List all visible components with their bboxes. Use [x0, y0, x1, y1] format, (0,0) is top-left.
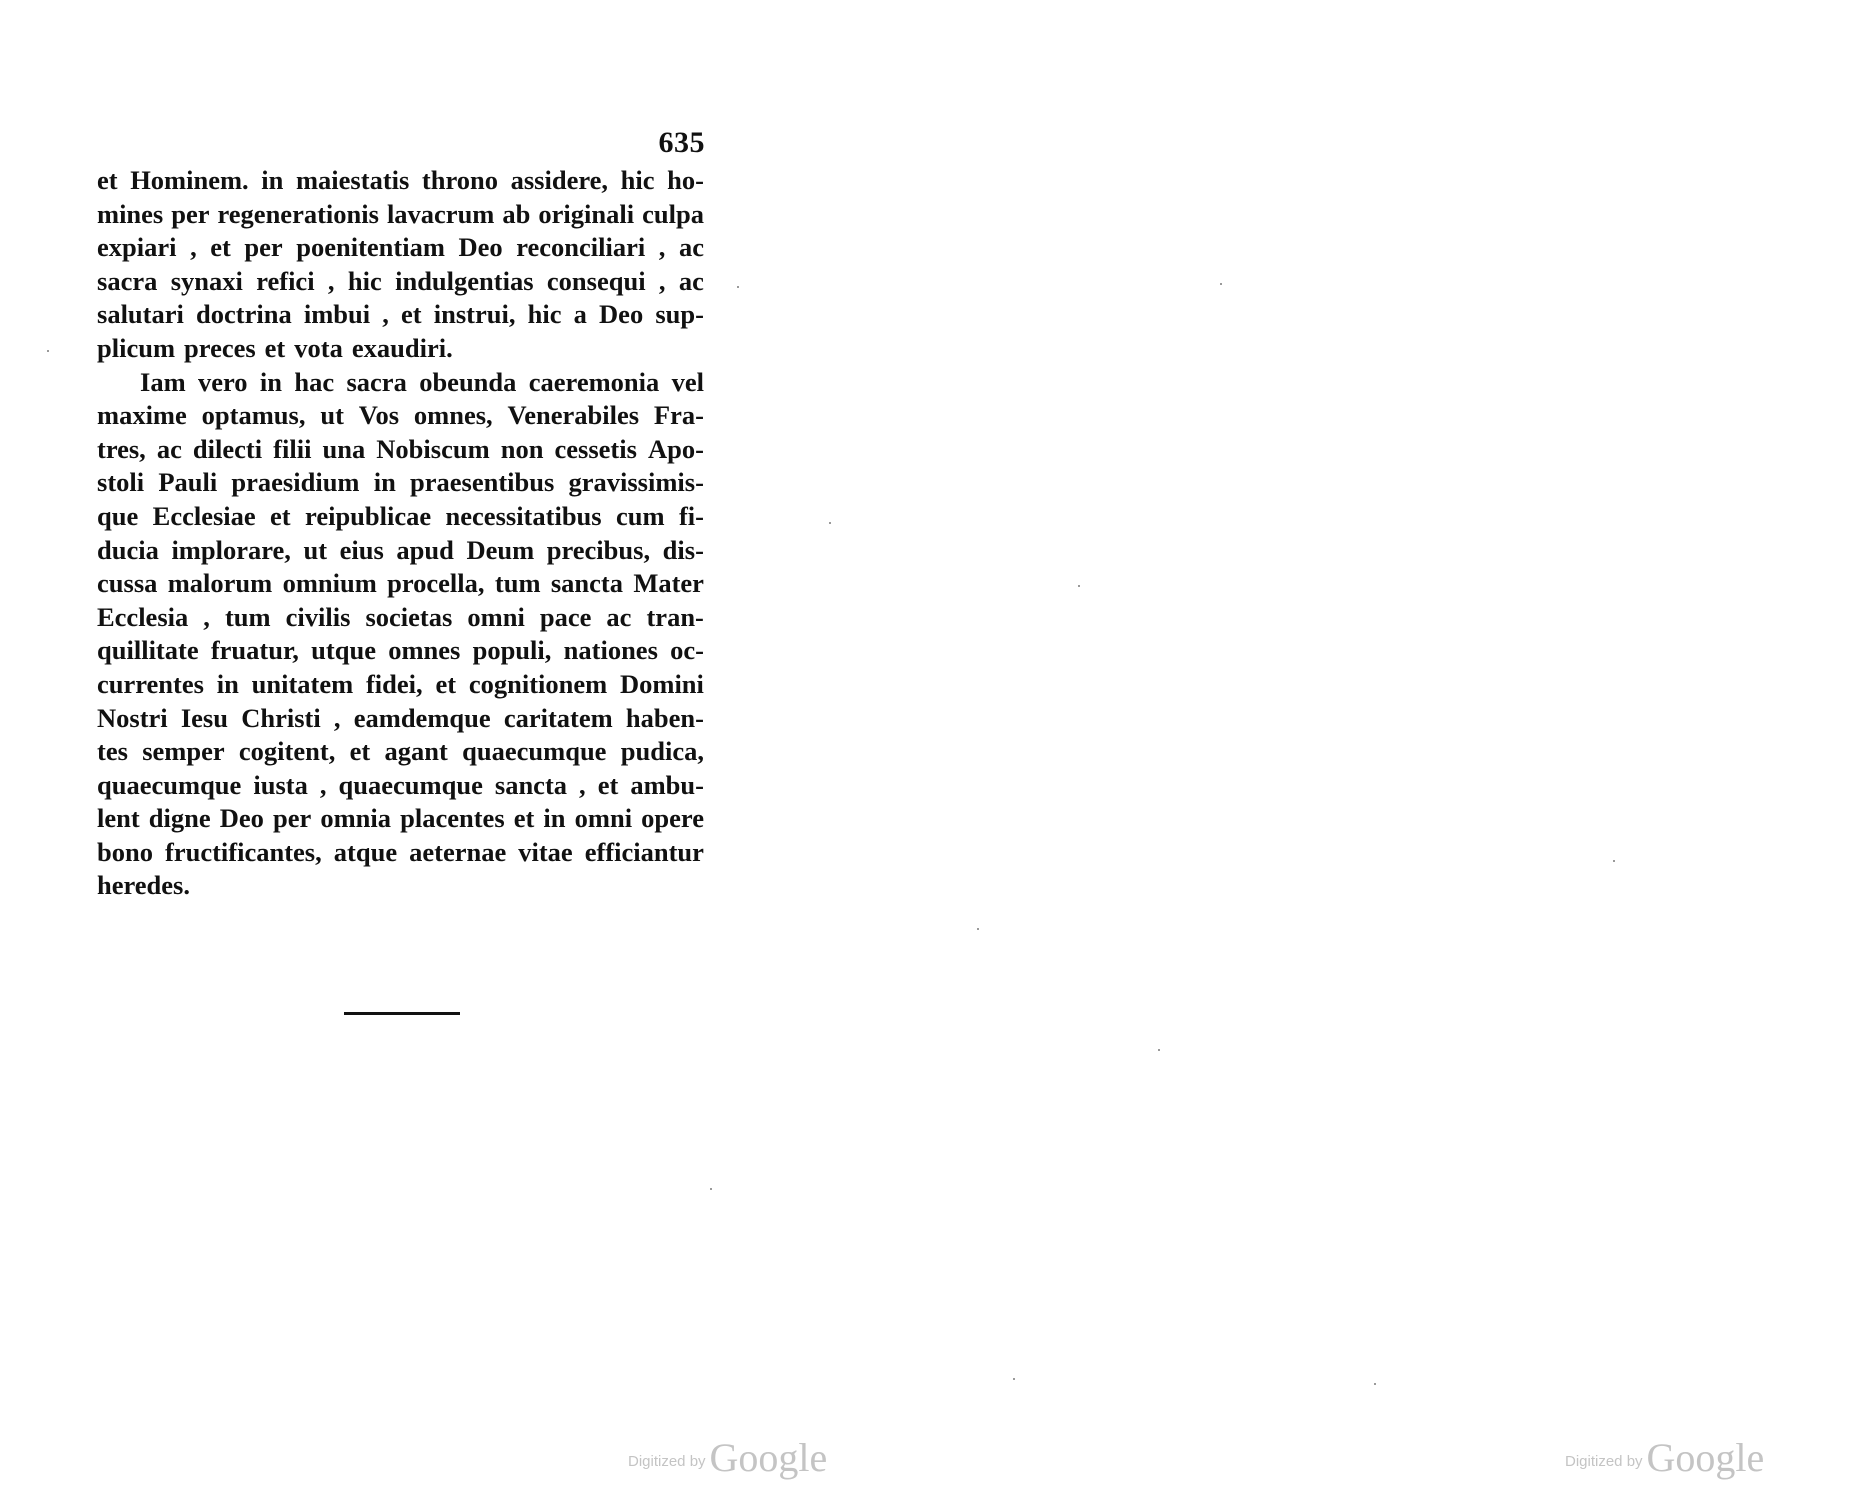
word: per	[272, 803, 312, 834]
word: ac	[156, 433, 182, 464]
word: cessetis	[554, 433, 637, 464]
word: Ecclesia	[97, 601, 189, 632]
word: Ecclesiae	[152, 500, 256, 531]
word: Venerabiles	[507, 400, 640, 431]
text-line	[97, 601, 704, 635]
word: ,	[319, 769, 327, 800]
word: gravissimis-	[568, 467, 704, 498]
text-line	[97, 231, 704, 265]
word: Fra-	[653, 400, 704, 431]
word: ,	[579, 769, 586, 800]
word: indulgentias	[395, 265, 534, 296]
word: utque	[311, 635, 376, 666]
word: lent	[97, 803, 140, 834]
word: synaxi	[170, 265, 243, 296]
word: ,	[333, 702, 341, 733]
word: Mater	[633, 568, 704, 599]
word: in	[216, 668, 239, 699]
word: instrui,	[433, 299, 516, 330]
word: eius	[339, 534, 384, 565]
scan-speck	[1078, 585, 1080, 587]
word: stoli	[97, 467, 145, 498]
word: procella,	[387, 568, 485, 599]
word: Deo	[219, 803, 264, 834]
word: quaecumque	[97, 769, 242, 800]
scan-speck	[710, 1188, 712, 1190]
word: optamus,	[201, 400, 306, 431]
word: sancta	[494, 769, 568, 800]
word: tum	[224, 601, 271, 632]
word: reconciliari	[516, 232, 646, 263]
word: et	[264, 332, 286, 363]
word: sup-	[655, 299, 704, 330]
word: fidei,	[365, 668, 423, 699]
word: Deo	[599, 299, 644, 330]
text-line	[97, 567, 704, 601]
word: cognitionem	[468, 668, 608, 699]
word: maiestatis	[295, 165, 410, 195]
word: et	[270, 500, 291, 531]
section-rule	[344, 1012, 460, 1015]
word: tum	[494, 568, 541, 599]
word: obeunda	[419, 366, 517, 397]
word: a	[573, 299, 587, 330]
word: Deo	[458, 232, 503, 263]
scan-speck	[977, 928, 979, 930]
word: sancta	[550, 568, 623, 599]
word: Iesu	[180, 702, 228, 733]
scan-speck	[1613, 860, 1615, 862]
word: tran-	[646, 601, 704, 632]
word: omni	[574, 803, 633, 834]
word: et	[401, 299, 422, 330]
word: implorare,	[171, 534, 291, 565]
word: hic	[620, 165, 655, 195]
word: Nostri	[97, 702, 168, 733]
word: ducia	[97, 534, 159, 565]
word: civilis	[285, 601, 351, 632]
watermark-left	[628, 1435, 828, 1480]
word: filii	[273, 433, 312, 464]
word: ambu-	[630, 769, 704, 800]
text-line	[97, 802, 704, 836]
word: plicum	[97, 332, 176, 363]
word: que	[97, 500, 139, 531]
word: doctrina	[196, 299, 292, 330]
watermark-small-text: Digitized by	[1565, 1453, 1643, 1470]
word: fi-	[678, 500, 704, 531]
word: tes	[97, 736, 128, 767]
word: societas	[365, 601, 453, 632]
word: bono	[97, 836, 153, 867]
word: cum	[616, 500, 665, 531]
word: in	[373, 467, 396, 498]
word: maxime	[97, 400, 187, 431]
text-line	[97, 466, 704, 500]
word: quillitate	[97, 635, 199, 666]
text-line	[97, 433, 704, 467]
body-text	[97, 164, 704, 903]
word: praesentibus	[410, 467, 555, 498]
word: ,	[658, 232, 666, 263]
word: Domini	[619, 668, 704, 699]
text-line	[97, 164, 704, 198]
word: ut	[303, 534, 328, 565]
text-line	[97, 265, 704, 299]
text-line	[97, 366, 704, 400]
text-line	[97, 332, 704, 366]
word: hic	[527, 299, 562, 330]
word: et	[435, 668, 457, 699]
word: omnium	[282, 568, 377, 599]
word: pace	[539, 601, 592, 632]
word: ,	[190, 232, 197, 263]
word: Nobiscum	[376, 433, 490, 464]
word: vitae	[518, 836, 573, 867]
word: omnes,	[413, 400, 493, 431]
word: ut	[320, 400, 344, 431]
word: ho-	[667, 165, 704, 195]
word: eamdemque	[353, 702, 491, 733]
word: currentes	[97, 668, 204, 699]
text-line	[97, 298, 704, 332]
word: lavacrum	[386, 198, 495, 229]
word: Iam	[140, 366, 186, 397]
word: ac	[678, 232, 704, 263]
text-line	[97, 534, 704, 568]
word: placentes	[400, 803, 505, 834]
page-number: 635	[658, 126, 705, 159]
word: et	[210, 232, 231, 263]
word: vel	[671, 366, 704, 397]
word: in	[261, 165, 284, 195]
word: fruatur,	[210, 635, 299, 666]
watermark-logo-text: Google	[709, 1435, 828, 1480]
word: Deum	[466, 534, 535, 565]
scan-speck	[1158, 1049, 1160, 1051]
word: vero	[198, 366, 248, 397]
scan-speck	[1374, 1383, 1376, 1385]
word: vota	[294, 332, 343, 363]
word: hic	[347, 265, 382, 296]
word: et	[97, 165, 118, 195]
word: efficiantur	[584, 836, 704, 867]
word: ,	[382, 299, 389, 330]
word: populi,	[472, 635, 552, 666]
scan-speck	[829, 522, 831, 524]
word: per	[171, 198, 210, 229]
word: originali	[538, 198, 635, 229]
word: haben-	[625, 702, 704, 733]
word: Vos	[358, 400, 400, 431]
word: throno	[421, 165, 499, 195]
word: preces	[184, 332, 256, 363]
word: tres,	[97, 433, 146, 464]
text-line	[97, 634, 704, 668]
word: non	[500, 433, 544, 464]
word: nationes	[563, 635, 658, 666]
word: quaecumque	[462, 736, 607, 767]
word: apud	[396, 534, 454, 565]
word: necessitatibus	[445, 500, 602, 531]
word: ac	[606, 601, 632, 632]
word: imbui	[303, 299, 371, 330]
word: in	[259, 366, 283, 397]
scan-speck	[737, 286, 739, 288]
word: fructificantes,	[165, 836, 322, 867]
word: malorum	[167, 568, 273, 599]
word: unitatem	[251, 668, 354, 699]
word: ,	[327, 265, 335, 296]
text-line	[97, 769, 704, 803]
word: assidere,	[510, 165, 609, 195]
text-line	[97, 702, 704, 736]
word: reipublicae	[305, 500, 432, 531]
word: hac	[294, 366, 335, 397]
word: mines	[97, 198, 164, 229]
word: Apo-	[647, 433, 704, 464]
word: heredes.	[97, 870, 190, 901]
word: poenitentiam	[296, 232, 445, 263]
word: per	[244, 232, 283, 263]
word: et	[513, 803, 535, 834]
word: expiari	[97, 232, 177, 263]
word: aeternae	[409, 836, 507, 867]
watermark-logo-text: Google	[1646, 1435, 1765, 1480]
text-line	[97, 198, 704, 232]
text-line	[97, 735, 704, 769]
word: consequi	[546, 265, 646, 296]
text-line	[97, 836, 704, 870]
word: Christi	[241, 702, 321, 733]
watermark-small-text: Digitized by	[628, 1453, 706, 1470]
word: ab	[502, 198, 531, 229]
word: Pauli	[158, 467, 218, 498]
word: dilecti	[192, 433, 263, 464]
word: sacra	[97, 265, 158, 296]
text-line	[97, 399, 704, 433]
word: omnes	[388, 635, 461, 666]
word: salutari	[97, 299, 184, 330]
word: ,	[203, 601, 210, 632]
word: digne	[148, 803, 211, 834]
word: in	[543, 803, 566, 834]
word: sacra	[346, 366, 407, 397]
word: et	[597, 769, 619, 800]
word: semper	[142, 736, 225, 767]
word: quaecumque	[338, 769, 483, 800]
word: regenerationis	[217, 198, 379, 229]
scan-speck	[47, 350, 49, 352]
scan-speck	[1013, 1378, 1015, 1380]
word: refici	[256, 265, 315, 296]
scan-speck	[1220, 283, 1222, 285]
word: dis-	[662, 534, 704, 565]
word: iusta	[253, 769, 308, 800]
word: et	[349, 736, 371, 767]
word: precibus,	[546, 534, 651, 565]
word: caritatem	[503, 702, 613, 733]
word: oc-	[670, 635, 704, 666]
word: cussa	[97, 568, 158, 599]
word: ac	[678, 265, 704, 296]
word: caeremonia	[528, 366, 660, 397]
text-line	[97, 668, 704, 702]
watermark-right	[1565, 1435, 1765, 1480]
word: Hominem.	[130, 165, 249, 195]
word: una	[322, 433, 366, 464]
word: ,	[658, 265, 666, 296]
word: culpa	[642, 198, 704, 229]
word: omni	[467, 601, 525, 632]
text-line	[97, 500, 704, 534]
word: pudica,	[620, 736, 704, 767]
word: cogitent,	[238, 736, 336, 767]
word: atque	[333, 836, 398, 867]
text-line	[97, 869, 704, 903]
word: praesidium	[231, 467, 360, 498]
word: omnia	[320, 803, 392, 834]
word: opere	[641, 803, 704, 834]
word: exaudiri.	[351, 332, 453, 363]
word: agant	[384, 736, 448, 767]
